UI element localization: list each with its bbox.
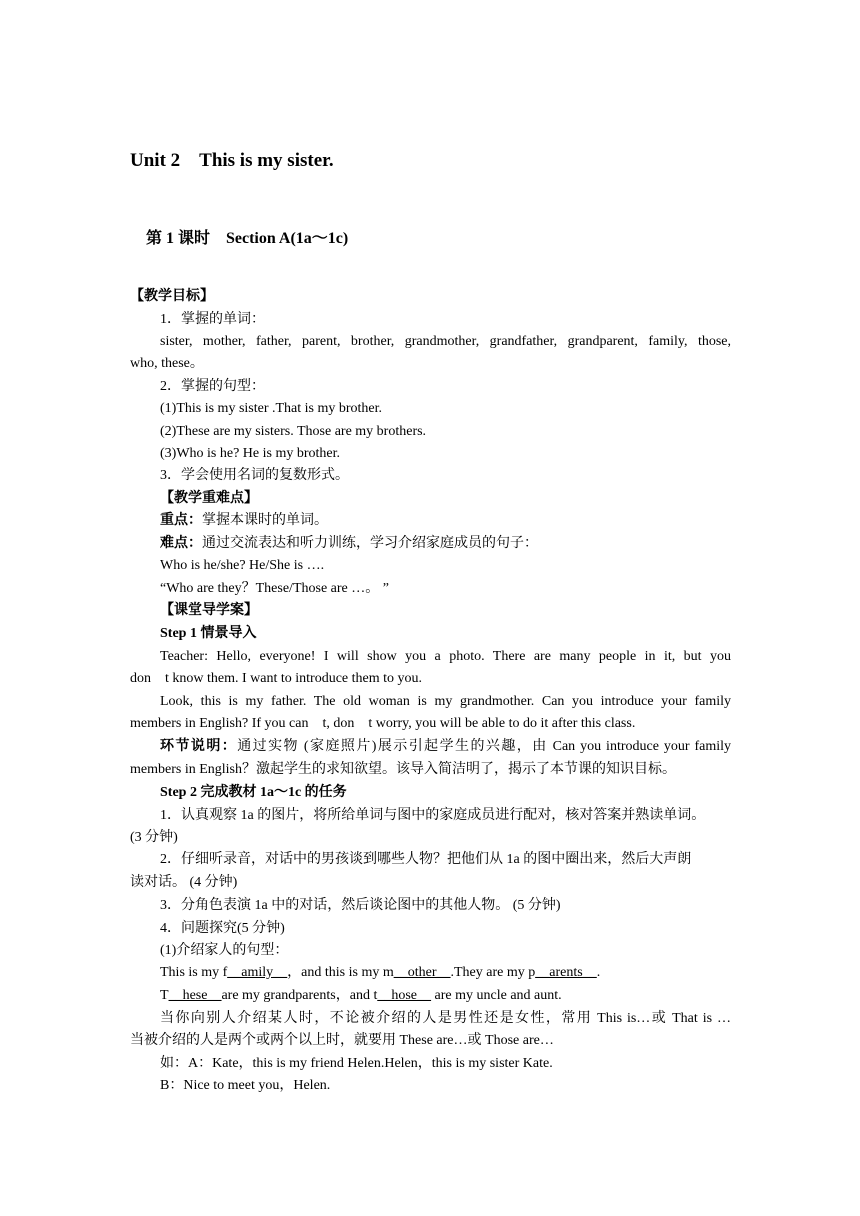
fill-answer-family: __amily__ [227, 965, 288, 980]
step1-heading: Step 1 情景导入 [160, 626, 257, 641]
example-dialogue-b: B：Nice to meet you，Helen. [160, 1078, 331, 1093]
segment-note-line-2: members in English？激起学生的求知欲望。该导入简洁明了，揭示了本节课的知识目标。 [130, 762, 676, 777]
fill-text: This is my f [160, 965, 228, 980]
explanation-line-1: 当你向别人介绍某人时，不论被介绍的人是男性还是女性，常用 This is…或 That is … [160, 1011, 731, 1026]
task4: 4．问题探究(5 分钟) [160, 921, 285, 936]
difficult-point-text: 通过交流表达和听力训练，学习介绍家庭成员的句子： [202, 536, 538, 551]
sentence-pattern-3: (3)Who is he? He is my brother. [160, 446, 341, 461]
segment-note-text: 通过实物 (家庭照片)展示引起学生的兴趣，由 Can you introduce your family [237, 739, 731, 754]
task3: 3．分角色表演 1a 中的对话，然后谈论图中的其他人物。 (5 分钟) [160, 898, 561, 913]
lesson-subtitle: 第 1 课时 Section A(1a～1c) [146, 230, 349, 247]
objective-item-3: 3．学会使用名词的复数形式。 [160, 468, 349, 483]
task4-subheading: (1)介绍家人的句型： [160, 943, 289, 958]
task2-line-1: 2．仔细听录音，对话中的男孩谈到哪些人物？把他们从 1a 的图中圈出来，然后大声朗 [160, 852, 692, 867]
difficult-point [160, 533, 731, 555]
segment-note-line-1 [160, 736, 731, 758]
sentence-pattern-2: (2)These are my sisters. Those are my brothers. [160, 424, 427, 439]
key-point-text: 掌握本课时的单词。 [202, 513, 328, 528]
fill-text: ，and this is my m [287, 965, 394, 980]
explanation-line-2: 当被介绍的人是两个或两个以上时，就要用 These are…或 Those are… [130, 1033, 554, 1048]
difficulties-heading: 【教学重难点】 [160, 491, 258, 506]
fill-answer-those: __hose__ [377, 988, 432, 1003]
fill-text: are my grandparents，and t [221, 988, 378, 1003]
objectives-heading: 【教学目标】 [130, 289, 214, 304]
fill-in-line-2 [160, 985, 731, 1007]
look-line-2: members in English? If you can t, don t worry, you will be able to do it after this class. [130, 716, 636, 731]
fill-answer-mother: __other__ [393, 965, 451, 980]
teacher-line-1: Teacher: Hello, everyone! I will show you a photo. There are many people in it, but you [160, 649, 731, 664]
task1-line-2: (3 分钟) [130, 830, 178, 845]
example-sentence-1: Who is he/she? He/She is …. [160, 558, 325, 573]
step2-heading: Step 2 完成教材 1a～1c 的任务 [160, 785, 347, 800]
example-dialogue-a: 如：A：Kate，this is my friend Helen.Helen，this is my sister Kate. [160, 1056, 553, 1071]
difficult-point-label: 难点： [160, 536, 202, 551]
task1-line-1: 1．认真观察 1a 的图片，将所给单词与图中的家庭成员进行配对，核对答案并熟读单词。 [160, 808, 706, 823]
sentence-pattern-1: (1)This is my sister .That is my brother. [160, 401, 383, 416]
objective-item-1: 1．掌握的单词： [160, 312, 265, 327]
vocabulary-line-1: sister, mother, father, parent, brother, grandmother, grandfather, grandparent, family, those, [160, 334, 731, 349]
key-point [160, 510, 731, 532]
guide-heading: 【课堂导学案】 [160, 603, 258, 618]
fill-text: are my uncle and aunt. [431, 988, 562, 1003]
fill-text: .They are my p [450, 965, 536, 980]
task2-line-2: 读对话。 (4 分钟) [130, 875, 238, 890]
teacher-line-2: don t know them. I want to introduce them to you. [130, 671, 423, 686]
fill-text: . [596, 965, 601, 980]
example-sentence-2: “Who are they？These/Those are …。 ” [160, 581, 389, 596]
objective-item-2: 2．掌握的句型： [160, 379, 265, 394]
fill-text: T [160, 988, 169, 1003]
fill-answer-these: __hese__ [168, 988, 222, 1003]
look-line-1: Look, this is my father. The old woman is my grandmother. Can you introduce your family [160, 694, 731, 709]
key-point-label: 重点： [160, 513, 202, 528]
fill-in-line-1 [160, 962, 731, 984]
fill-answer-parents: __arents__ [535, 965, 597, 980]
vocabulary-line-2: who, these。 [130, 356, 204, 371]
unit-title: Unit 2 This is my sister. [130, 150, 334, 171]
segment-note-label: 环节说明： [160, 739, 238, 754]
